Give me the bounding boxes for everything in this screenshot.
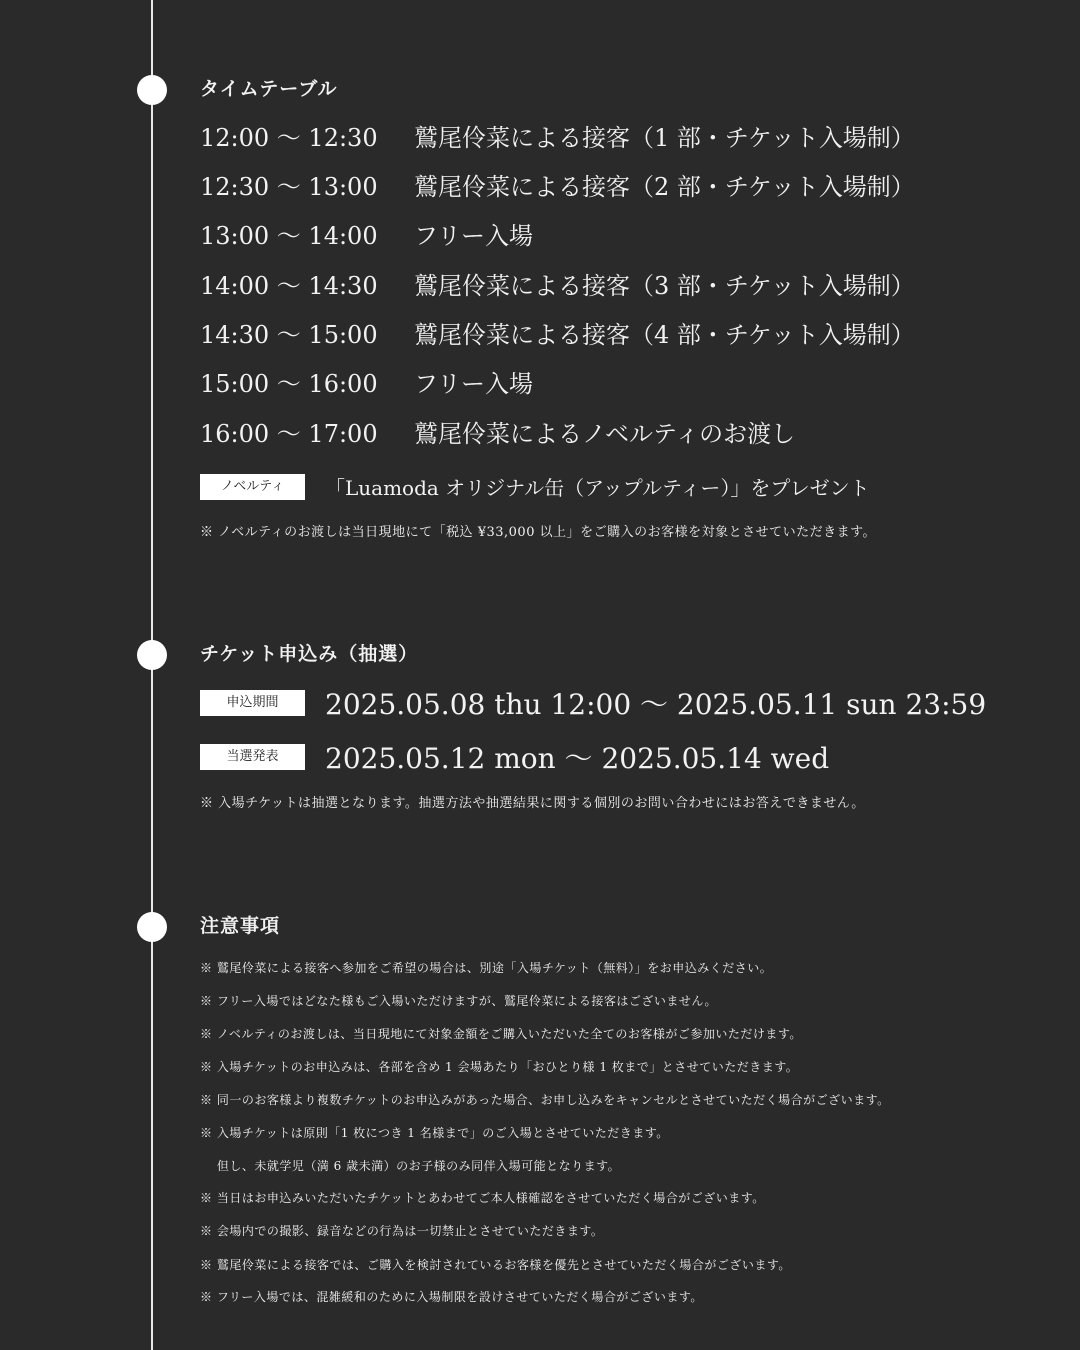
timeline-dot-ticket bbox=[137, 640, 167, 670]
notice-item: ※ 鷲尾伶菜による接客では、ご購入を検討されているお客様を優先とさせていただく場合がございます。 bbox=[200, 1258, 791, 1272]
timetable-time: 16:00 〜 17:00 bbox=[200, 420, 378, 448]
notice-item: 但し、未就学児（満 6 歳未満）のお子様のみ同伴入場可能となります。 bbox=[200, 1159, 621, 1173]
novelty-tag: ノベルティ bbox=[200, 474, 305, 500]
novelty-row bbox=[200, 472, 870, 501]
result-announcement-tag: 当選発表 bbox=[200, 744, 305, 770]
timetable-time: 14:30 〜 15:00 bbox=[200, 321, 378, 349]
timetable-row bbox=[200, 323, 915, 347]
timetable-time: 12:30 〜 13:00 bbox=[200, 173, 378, 201]
timetable-row bbox=[200, 274, 915, 298]
timetable-row bbox=[200, 224, 533, 248]
result-announcement-row bbox=[200, 737, 829, 777]
timetable-event: 鷲尾伶菜によるノベルティのお渡し bbox=[414, 420, 796, 448]
notices-heading: 注意事項 bbox=[200, 915, 281, 937]
notice-item: ※ 鷲尾伶菜による接客へ参加をご希望の場合は、別途「入場チケット（無料）」をお申込みください。 bbox=[200, 961, 773, 975]
notice-item: ※ 入場チケットは原則「1 枚につき 1 名様まで」のご入場とさせていただきます。 bbox=[200, 1126, 669, 1140]
timetable-heading: タイムテーブル bbox=[200, 78, 338, 100]
timetable-event: 鷲尾伶菜による接客（1 部・チケット入場制） bbox=[414, 124, 915, 152]
ticket-section bbox=[200, 643, 1040, 811]
notice-item: ※ 同一のお客様より複数チケットのお申込みがあった場合、お申し込みをキャンセルとさせていただく場合がございます。 bbox=[200, 1093, 890, 1107]
timetable-event: 鷲尾伶菜による接客（2 部・チケット入場制） bbox=[414, 173, 915, 201]
timetable-row bbox=[200, 126, 915, 150]
ticket-heading: チケット申込み（抽選） bbox=[200, 643, 419, 665]
application-period-row bbox=[200, 683, 986, 723]
timetable-section bbox=[200, 78, 1040, 540]
application-period-text: 2025.05.08 thu 12:00 〜 2025.05.11 sun 23:59 bbox=[325, 688, 987, 721]
notices-section bbox=[200, 915, 1040, 1304]
timetable-event: フリー入場 bbox=[414, 222, 534, 250]
timetable-time: 14:00 〜 14:30 bbox=[200, 272, 378, 300]
notice-item: ※ フリー入場では、混雑緩和のために入場制限を設けさせていただく場合がございます。 bbox=[200, 1290, 703, 1304]
notice-item: ※ ノベルティのお渡しは、当日現地にて対象金額をご購入いただいた全てのお客様がご参加いただけます。 bbox=[200, 1027, 802, 1041]
timetable-row bbox=[200, 175, 915, 199]
timeline-dot-notices bbox=[137, 912, 167, 942]
application-period-tag: 申込期間 bbox=[200, 690, 305, 716]
ticket-note: ※ 入場チケットは抽選となります。抽選方法や抽選結果に関する個別のお問い合わせにはお答えできません。 bbox=[200, 796, 865, 811]
result-announcement-text: 2025.05.12 mon 〜 2025.05.14 wed bbox=[325, 742, 830, 775]
timetable-row bbox=[200, 372, 533, 396]
timeline-line bbox=[151, 0, 153, 1350]
notice-item: ※ 会場内での撮影、録音などの行為は一切禁止とさせていただきます。 bbox=[200, 1224, 604, 1238]
timetable-time: 13:00 〜 14:00 bbox=[200, 222, 378, 250]
novelty-text: 「Luamoda オリジナル缶（アップルティー）」をプレゼント bbox=[325, 476, 870, 500]
timetable-event: フリー入場 bbox=[414, 370, 534, 398]
timetable-time: 15:00 〜 16:00 bbox=[200, 370, 378, 398]
notice-item: ※ フリー入場ではどなた様もご入場いただけますが、鷲尾伶菜による接客はございません。 bbox=[200, 994, 718, 1008]
notice-item: ※ 入場チケットのお申込みは、各部を含め 1 会場あたり「おひとり様 1 枚まで」とさせていただきます。 bbox=[200, 1060, 799, 1074]
notice-item: ※ 当日はお申込みいただいたチケットとあわせてご本人様確認をさせていただく場合がございます。 bbox=[200, 1191, 765, 1205]
timetable-event: 鷲尾伶菜による接客（4 部・チケット入場制） bbox=[414, 321, 915, 349]
timetable-time: 12:00 〜 12:30 bbox=[200, 124, 378, 152]
timetable-event: 鷲尾伶菜による接客（3 部・チケット入場制） bbox=[414, 272, 915, 300]
novelty-note: ※ ノベルティのお渡しは当日現地にて「税込 ¥33,000 以上」をご購入のお客様を対象とさせていただきます。 bbox=[200, 525, 877, 540]
timeline-dot-timetable bbox=[137, 75, 167, 105]
timetable-row bbox=[200, 422, 795, 446]
